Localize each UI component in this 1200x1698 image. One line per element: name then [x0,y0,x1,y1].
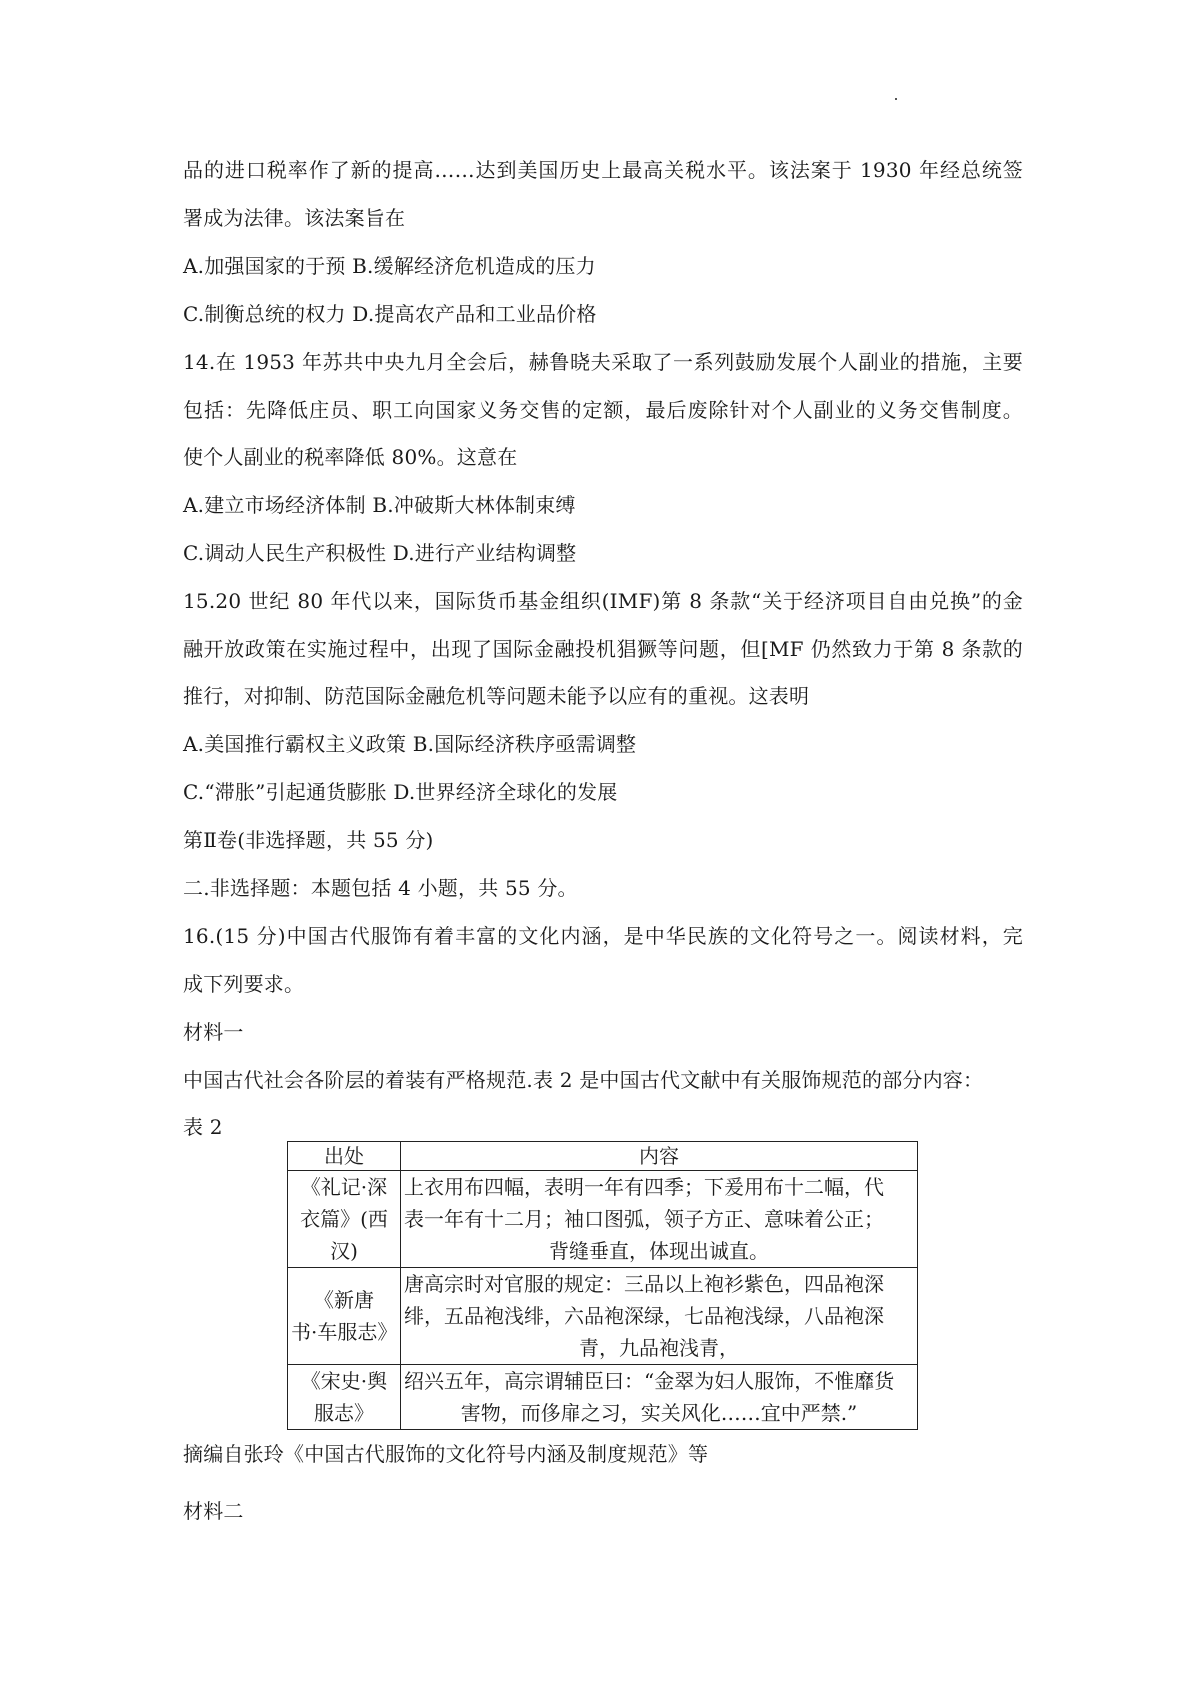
q15-options-cd: C.“滞胀”引起通货膨胀 D.世界经济全球化的发展 [183,780,618,804]
content-line: 害物，而侈扉之习，实关风化……宜中严禁.” [460,1401,858,1425]
material-1-label: 材料一 [183,1020,244,1044]
q15-stem-line-3: 推行，对抑制、防范国际金融危机等问题未能予以应有的重视。这表明 [183,684,810,708]
table-2-caption: 表 2 [183,1115,223,1139]
source-line: 《新唐 [314,1288,374,1312]
q13-options-ab: A.加强国家的于预 B.缓解经济危机造成的压力 [183,254,596,278]
table-2-source-note: 摘编自张玲《中国古代服饰的文化符号内涵及制度规范》等 [183,1442,709,1466]
q14-stem-line-3: 使个人副业的税率降低 80%。这意在 [183,445,518,469]
table-2 [287,1141,918,1430]
content-line: 唐高宗时对官服的规定：三品以上袍衫紫色，四品袍深 [404,1272,884,1296]
source-line: 《宋史·舆 [300,1369,388,1393]
table-row [288,1171,918,1268]
section-2-instruction: 二.非选择题：本题包括 4 小题，共 55 分。 [183,876,578,900]
row-2-content [401,1268,918,1365]
row-1-content [401,1171,918,1268]
table-row [288,1365,918,1430]
table-header-row [288,1142,918,1171]
q13-stem-line-2: 署成为法律。该法案旨在 [183,206,406,230]
q14-options-cd: C.调动人民生产积极性 D.进行产业结构调整 [183,541,577,565]
material-2-label: 材料二 [183,1499,244,1523]
content-line: 背缝垂直，体现出诚直。 [549,1239,769,1263]
scan-speck [895,98,897,100]
content-line: 上衣用布四幅，表明一年有四季；下爰用布十二幅，代 [404,1175,884,1199]
source-line: 服志》 [314,1401,374,1425]
material-1-intro: 中国古代社会各阶层的着装有严格规范.表 2 是中国古代文献中有关服饰规范的部分内容： [183,1068,984,1092]
q15-options-ab: A.美国推行霸权主义政策 B.国际经济秩序亟需调整 [183,732,637,756]
header-content: 内容 [401,1142,918,1171]
content-line: 青，九品袍浅青， [579,1336,739,1360]
q14-stem-line-2: 包括：先降低庄员、职工向国家义务交售的定额，最后废除针对个人副业的义务交售制度。 [183,398,1023,422]
q15-stem-line-2: 融开放政策在实施过程中，出现了国际金融投机猖獗等问题，但[MF 仍然致力于第 8 条款的 [183,637,1023,661]
q15-stem-line-1: 15.20 世纪 80 年代以来，国际货币基金组织(IMF)第 8 条款“关于经济项目自由兑换”的金 [183,589,1023,613]
section-2-heading: 第Ⅱ卷(非选择题，共 55 分) [183,828,434,852]
q14-stem-line-1: 14.在 1953 年苏共中央九月全会后，赫鲁晓夫采取了一系列鼓励发展个人副业的措施，主要 [183,350,1023,374]
row-1-source [288,1171,401,1268]
row-2-source [288,1268,401,1365]
q14-options-ab: A.建立市场经济体制 B.冲破斯大林体制束缚 [183,493,576,517]
q13-options-cd: C.制衡总统的权力 D.提高农产品和工业品价格 [183,302,597,326]
q16-stem-line-2: 成下列要求。 [183,972,305,996]
source-line: 汉) [330,1239,358,1263]
content-line: 表一年有十二月；袖口图弧，领子方正、意味着公正； [404,1207,884,1231]
q16-stem-line-1: 16.(15 分)中国古代服饰有着丰富的文化内涵，是中华民族的文化符号之一。阅读材料，完 [183,924,1023,948]
source-line: 书·车服志》 [291,1320,398,1344]
source-line: 《礼记·深 [300,1175,388,1199]
q13-stem-line-1: 品的进口税率作了新的提高……达到美国历史上最高关税水平。该法案于 1930 年经总统签 [183,158,1023,182]
row-3-source [288,1365,401,1430]
content-line: 绍兴五年，高宗谓辅臣曰：“金翠为妇人服饰，不惟靡货 [404,1369,895,1393]
row-3-content [401,1365,918,1430]
header-source: 出处 [288,1142,401,1171]
table-row [288,1268,918,1365]
source-line: 衣篇》(西 [300,1207,388,1231]
content-line: 绯，五品袍浅绯，六品袍深绿，七品袍浅绿，八品袍深 [404,1304,884,1328]
